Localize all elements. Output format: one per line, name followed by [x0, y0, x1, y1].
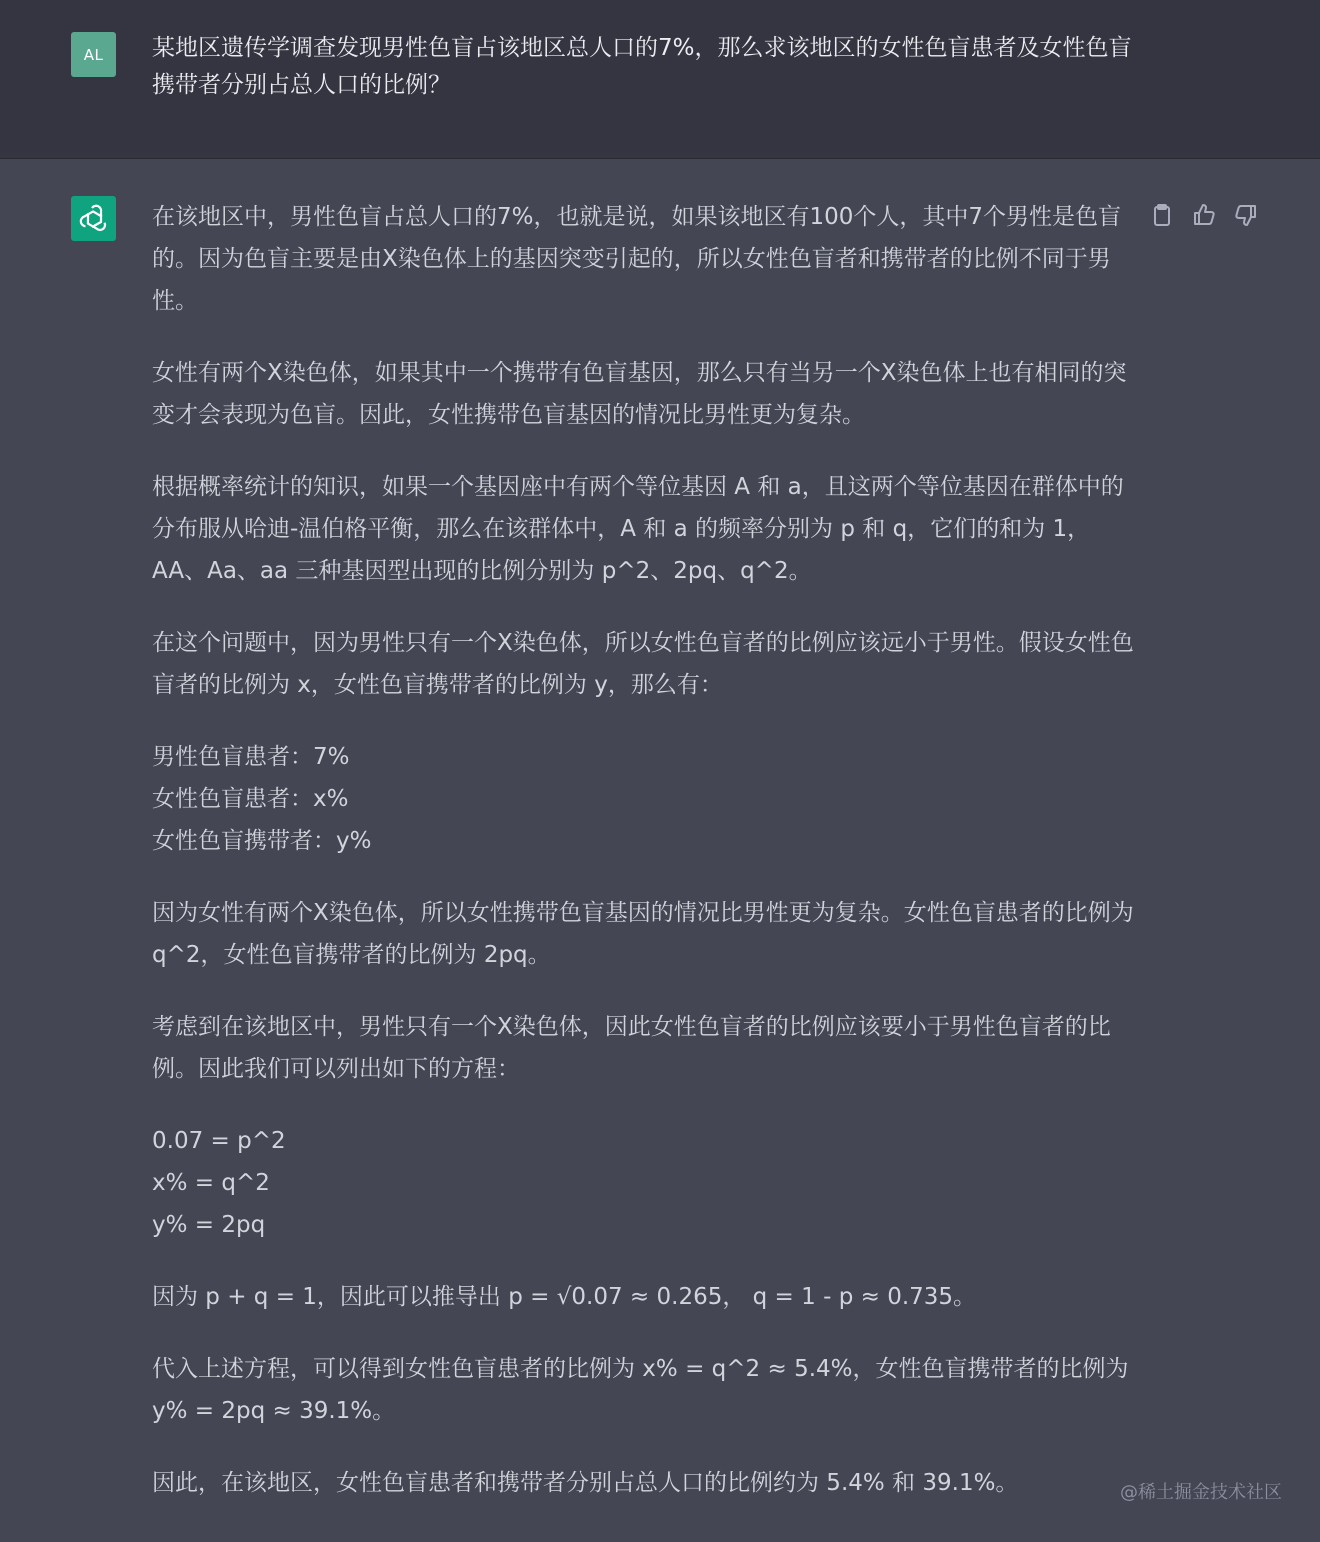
user-avatar-initials: AL	[83, 45, 104, 64]
answer-line: 因此，在该地区，女性色盲患者和携带者分别占总人口的比例约为 5.4% 和 39.1%。	[152, 1470, 1019, 1496]
answer-paragraph	[152, 352, 1137, 436]
thumbs-up-button[interactable]	[1190, 201, 1218, 229]
assistant-answer	[152, 196, 1137, 1534]
answer-line: 代入上述方程，可以得到女性色盲患者的比例为 x% = q^2 ≈ 5.4%，女性色盲携带者的比例为 y% = 2pq ≈ 39.1%。	[152, 1356, 1129, 1424]
thumbs-down-icon	[1234, 203, 1258, 227]
answer-paragraph	[152, 622, 1137, 706]
answer-paragraph	[152, 1120, 1137, 1246]
answer-line: 在这个问题中，因为男性只有一个X染色体，所以女性色盲者的比例应该远小于男性。假设女性色盲者的比例为 x，女性色盲携带者的比例为 y，那么有：	[152, 630, 1134, 698]
user-message-text: 某地区遗传学调查发现男性色盲占该地区总人口的7%，那么求该地区的女性色盲患者及女性色盲携带者分别占总人口的比例？	[152, 35, 1132, 98]
answer-paragraph	[152, 196, 1137, 322]
answer-line: 因为女性有两个X染色体，所以女性携带色盲基因的情况比男性更为复杂。女性色盲患者的比例为 q^2，女性色盲携带者的比例为 2pq。	[152, 900, 1134, 968]
answer-paragraph	[152, 1348, 1137, 1432]
answer-line: y% = 2pq	[152, 1212, 266, 1238]
thumbs-down-button[interactable]	[1232, 201, 1260, 229]
answer-paragraph	[152, 1276, 1137, 1318]
clipboard-icon	[1151, 203, 1173, 227]
answer-paragraph	[152, 1006, 1137, 1090]
answer-line: 根据概率统计的知识，如果一个基因座中有两个等位基因 A 和 a，且这两个等位基因在群体中的分布服从哈迪-温伯格平衡，那么在该群体中，A 和 a 的频率分别为 p 和 q，它们的和为 1，AA、Aa、aa 三种基因型出现的比例分别为 p^2、2pq、q^2。	[152, 474, 1124, 584]
thumbs-up-icon	[1192, 203, 1216, 227]
copy-button[interactable]	[1148, 201, 1176, 229]
user-avatar	[71, 32, 116, 77]
answer-paragraph	[152, 466, 1137, 592]
assistant-message	[0, 159, 1320, 1542]
answer-line: x% = q^2	[152, 1170, 270, 1196]
answer-line: 在该地区中，男性色盲占总人口的7%，也就是说，如果该地区有100个人，其中7个男性是色盲的。因为色盲主要是由X染色体上的基因突变引起的，所以女性色盲者和携带者的比例不同于男性。	[152, 204, 1122, 314]
answer-line: 男性色盲患者：7%	[152, 744, 350, 770]
answer-paragraph	[152, 1462, 1137, 1504]
user-message	[0, 0, 1320, 159]
answer-line: 0.07 = p^2	[152, 1128, 286, 1154]
answer-line: 考虑到在该地区中，男性只有一个X染色体，因此女性色盲者的比例应该要小于男性色盲者的比例。因此我们可以列出如下的方程：	[152, 1014, 1111, 1082]
answer-line: 因为 p + q = 1，因此可以推导出 p = √0.07 ≈ 0.265， q = 1 - p ≈ 0.735。	[152, 1284, 977, 1310]
watermark: @稀土掘金技术社区	[1120, 1482, 1282, 1503]
answer-line: 女性有两个X染色体，如果其中一个携带有色盲基因，那么只有当另一个X染色体上也有相同的突变才会表现为色盲。因此，女性携带色盲基因的情况比男性更为复杂。	[152, 360, 1127, 428]
message-actions	[1148, 201, 1260, 229]
answer-line: 女性色盲携带者：y%	[152, 828, 372, 854]
answer-line: 女性色盲患者：x%	[152, 786, 349, 812]
answer-paragraph	[152, 892, 1137, 976]
chatgpt-logo-icon	[71, 196, 116, 241]
answer-paragraph	[152, 736, 1137, 862]
